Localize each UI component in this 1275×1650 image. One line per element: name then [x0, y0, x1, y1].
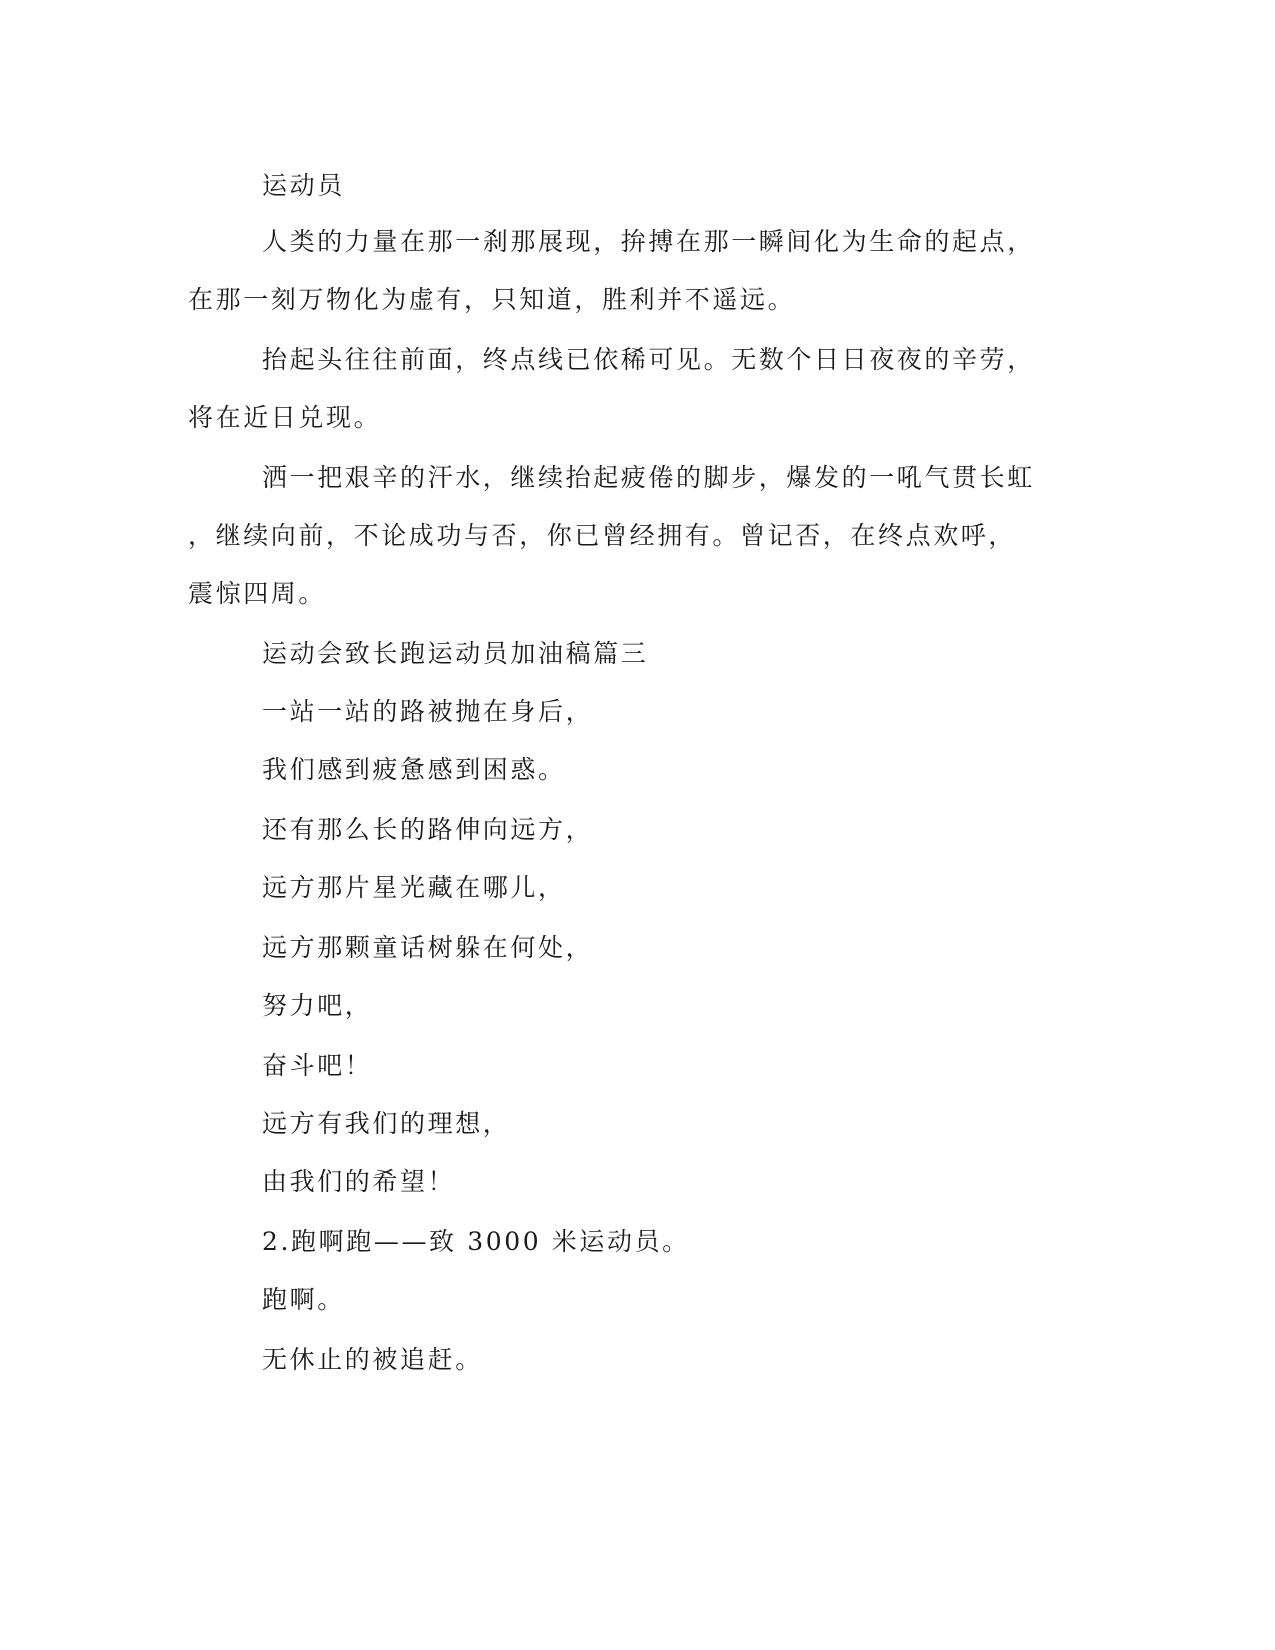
poem-line: 无休止的被追赶。	[262, 1345, 483, 1374]
poem-line: 一站一站的路被抛在身后，	[262, 697, 594, 726]
poem-line: 奋斗吧！	[262, 1051, 373, 1080]
poem-line: 远方有我们的理想，	[262, 1109, 511, 1138]
paragraph-2-line-2: 将在近日兑现。	[188, 403, 382, 432]
paragraph-1-line-1: 人类的力量在那一刹那展现，拚搏在那一瞬间化为生命的起点，	[262, 227, 1035, 256]
poem-line: 远方那颗童话树躲在何处，	[262, 933, 594, 962]
paragraph-1-line-2: 在那一刻万物化为虚有，只知道，胜利并不遥远。	[188, 285, 796, 314]
paragraph-3-line-1: 洒一把艰辛的汗水，继续抬起疲倦的脚步，爆发的一吼气贯长虹	[262, 463, 1035, 492]
poem-line: 远方那片星光藏在哪儿，	[262, 873, 566, 902]
poem-line: 由我们的希望！	[262, 1167, 456, 1196]
poem-line: 我们感到疲惫感到困惑。	[262, 755, 566, 784]
section-title: 运动会致长跑运动员加油稿篇三	[262, 639, 649, 668]
poem-line: 努力吧，	[262, 991, 373, 1020]
section-title-2: 2.跑啊跑——致 3000 米运动员。	[262, 1227, 690, 1256]
paragraph-heading: 运动员	[262, 171, 345, 200]
paragraph-2-line-1: 抬起头往往前面，终点线已依稀可见。无数个日日夜夜的辛劳，	[262, 345, 1035, 374]
poem-line: 跑啊。	[262, 1285, 345, 1314]
poem-line: 还有那么长的路伸向远方，	[262, 815, 594, 844]
paragraph-3-line-3: 震惊四周。	[188, 579, 327, 608]
paragraph-3-line-2: ，继续向前，不论成功与否，你已曾经拥有。曾记否，在终点欢呼，	[188, 521, 1017, 550]
